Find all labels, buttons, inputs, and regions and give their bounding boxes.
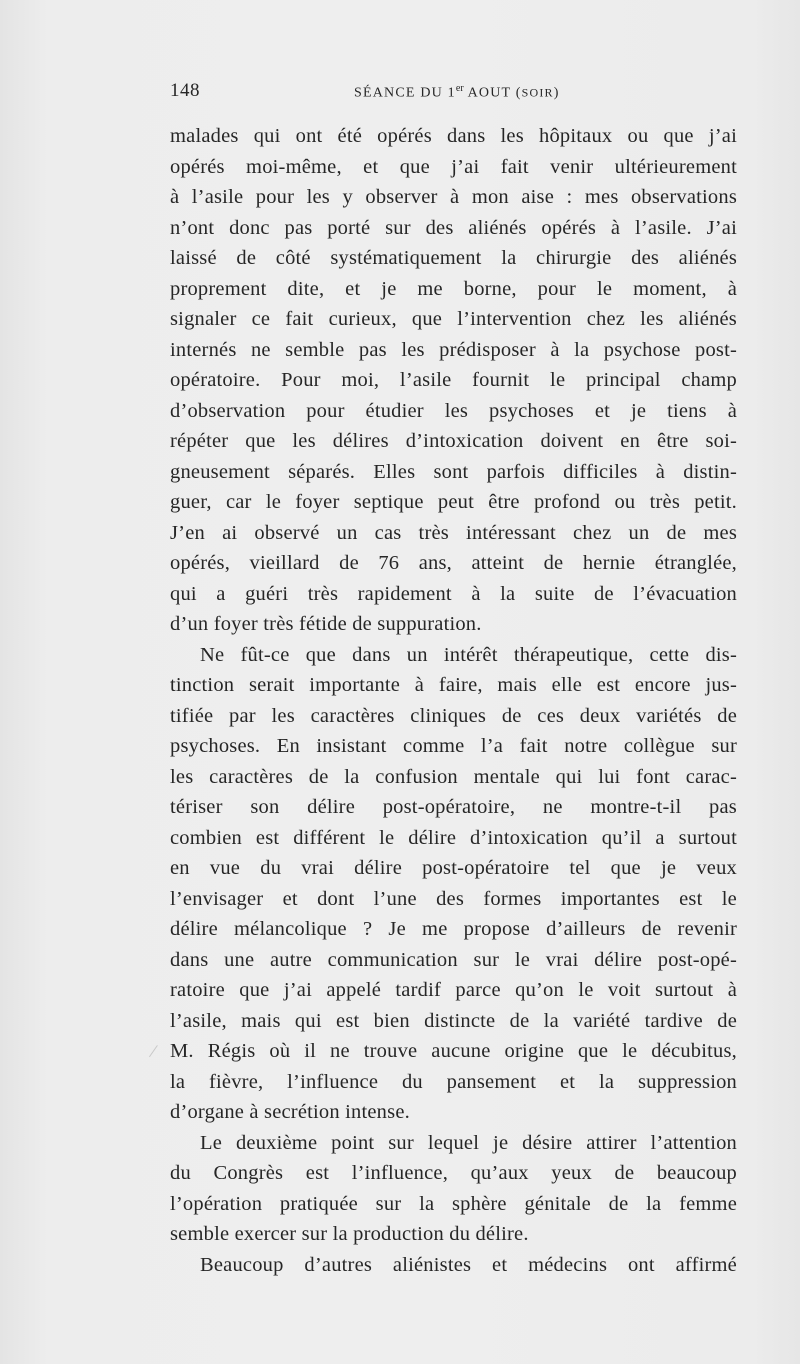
text-line: en vue du vrai délire post-opératoire tel que je veux [170, 857, 737, 879]
text-line: qui a guéri très rapidement à la suite de l’évacuation [170, 582, 737, 605]
text-line: M. Régis où il ne trouve aucune origine que le décubitus, [170, 1040, 737, 1062]
text-line: combien est différent le délire d’intoxication qu’il a surtout [170, 826, 737, 849]
running-head-superscript: er [455, 83, 464, 94]
text-line: d’organe à secrétion intense. [170, 1101, 410, 1123]
text-line: l’envisager et dont l’une des formes importantes est le [170, 887, 737, 910]
margin-pencil-mark [149, 1045, 166, 1063]
text-line: à l’asile pour les y observer à mon aise : mes observations [170, 186, 737, 208]
page-number: 148 [170, 80, 200, 101]
running-head [354, 83, 560, 102]
page-header [170, 80, 740, 110]
text-line: l’asile, mais qui est bien distincte de la variété tardive de [170, 1009, 737, 1032]
text-line: d’un foyer très fétide de suppuration. [170, 613, 482, 635]
text-line: Beaucoup d’autres aliénistes et médecins ont affirmé [200, 1253, 737, 1276]
text-line: dans une autre communication sur le vrai délire post-opé- [170, 948, 737, 971]
text-line: Le deuxième point sur lequel je désire attirer l’attention [200, 1131, 737, 1154]
text-line: malades qui ont été opérés dans les hôpitaux ou que j’ai [170, 125, 737, 147]
running-head-small-caps: SOIR [521, 85, 554, 100]
text-line: n’ont donc pas porté sur des aliénés opérés à l’asile. J’ai [170, 216, 737, 239]
text-line: J’en ai observé un cas très intéressant chez un de mes [170, 521, 737, 544]
text-line: les caractères de la confusion mentale qui lui font carac- [170, 765, 737, 788]
text-line: l’opération pratiquée sur la sphère génitale de la femme [170, 1192, 737, 1215]
running-head-suffix: AOUT ( [463, 85, 522, 101]
text-line: tériser son délire post-opératoire, ne montre-t-il pas [170, 796, 737, 818]
text-line: signaler ce fait curieux, que l’intervention chez les aliénés [170, 308, 737, 330]
text-line: répéter que les délires d’intoxication doivent en être soi- [170, 430, 737, 452]
text-line: psychoses. En insistant comme l’a fait notre collègue sur [170, 735, 737, 757]
text-line: ratoire que j’ai appelé tardif parce qu’on le voit surtout à [170, 979, 737, 1001]
running-head-close: ) [553, 85, 560, 101]
text-line: gneusement séparés. Elles sont parfois difficiles à distin- [170, 460, 737, 483]
text-line: d’observation pour étudier les psychoses et je tiens à [170, 399, 737, 422]
text-line: tifiée par les caractères cliniques de ces deux variétés de [170, 704, 737, 727]
text-line: du Congrès est l’influence, qu’aux yeux de beaucoup [170, 1162, 737, 1184]
text-line: tinction serait importante à faire, mais elle est encore jus- [170, 674, 737, 696]
text-line: guer, car le foyer septique peut être profond ou très petit. [170, 491, 737, 513]
text-line: internés ne semble pas les prédisposer à la psychose post- [170, 338, 737, 361]
text-line: opérés moi-même, et que j’ai fait venir ultérieurement [170, 155, 737, 178]
text-line: opérés, vieillard de 76 ans, atteint de hernie étranglée, [170, 552, 737, 574]
text-line: délire mélancolique ? Je me propose d’ailleurs de revenir [170, 918, 737, 940]
text-line: semble exercer sur la production du délire. [170, 1223, 529, 1245]
text-line: Ne fût-ce que dans un intérêt thérapeutique, cette dis- [200, 643, 737, 666]
running-head-prefix: SÉANCE DU 1 [354, 85, 456, 101]
text-line: la fièvre, l’influence du pansement et la suppression [170, 1070, 737, 1093]
text-line: laissé de côté systématiquement la chirurgie des aliénés [170, 247, 737, 269]
text-line: opératoire. Pour moi, l’asile fournit le principal champ [170, 369, 737, 391]
body-text [170, 121, 737, 1280]
text-line: proprement dite, et je me borne, pour le moment, à [170, 277, 737, 300]
